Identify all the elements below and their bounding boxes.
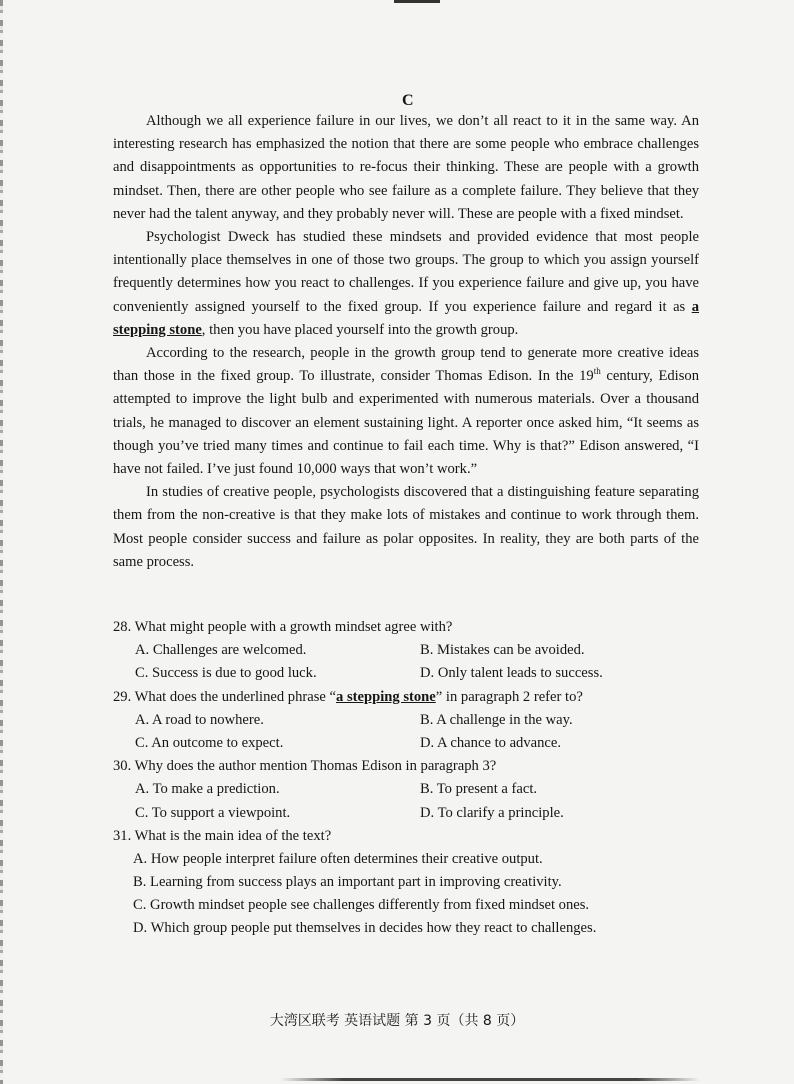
option-a: A. Challenges are welcomed. <box>135 642 307 659</box>
reading-passage <box>113 110 699 574</box>
underlined-phrase: a stepping stone <box>113 298 699 338</box>
question-stem-before: 29. What does the underlined phrase “ <box>113 688 337 705</box>
option-b: B. To present a fact. <box>420 781 538 798</box>
question-29 <box>113 686 699 756</box>
top-mark <box>394 0 440 3</box>
option-d: D. Only talent leads to success. <box>420 665 603 682</box>
question-stem: 31. What is the main idea of the text? <box>113 827 332 844</box>
option-d: D. Which group people put themselves in decides how they react to challenges. <box>133 920 597 937</box>
paragraph-4: In studies of creative people, psychologists discovered that a distinguishing feature separating them from the non-creative is that they make lots of mistakes and continue to work through them. Most people consider success and failure as polar opposites. In reality, they are both parts of the same process. <box>113 484 699 570</box>
paragraph-3 <box>113 342 699 481</box>
question-stem <box>113 686 699 709</box>
option-c: C. To support a viewpoint. <box>135 804 291 821</box>
options <box>113 848 699 941</box>
question-stem: 28. What might people with a growth mindset agree with? <box>113 619 453 635</box>
questions <box>113 616 699 941</box>
option-b: B. A challenge in the way. <box>420 711 573 728</box>
option-d: D. A chance to advance. <box>420 734 562 751</box>
option-a: A. To make a prediction. <box>135 781 280 798</box>
paragraph-2-text-after: , then you have placed yourself into the growth group. <box>201 321 519 338</box>
options <box>113 639 699 685</box>
section-letter: C <box>402 92 414 109</box>
question-30 <box>113 755 699 825</box>
option-d: D. To clarify a principle. <box>420 804 564 821</box>
option-c: C. Success is due to good luck. <box>135 665 317 682</box>
scan-edge <box>0 0 3 1084</box>
options <box>113 778 699 824</box>
option-c: C. An outcome to expect. <box>135 734 284 751</box>
option-a: A. A road to nowhere. <box>135 711 264 728</box>
paragraph-1: Although we all experience failure in our lives, we don’t all react to it in the same way. An interesting research has emphasized the notion that there are some people who embrace challenges and disappointments as opportunities to re-focus their thinking. These are people with a growth mindset. Then, there are other people who see failure as a complete failure. They believe that they never had the talent anyway, and they probably never will. These are people with a fixed mindset. <box>113 113 699 222</box>
bottom-line <box>280 1078 700 1081</box>
question-stem-after: ” in paragraph 2 refer to? <box>435 688 583 705</box>
paragraph-3-text-before: According to the research, people in the growth group tend to generate more creative ideas than those in the fixed group. To illustrate, consider Thomas Edison. In the 19 <box>113 345 699 385</box>
option-c: C. Growth mindset people see challenges differently from fixed mindset ones. <box>133 897 590 914</box>
page-footer: 大湾区联考 英语试题 第 3 页（共 8 页） <box>269 1013 525 1029</box>
paragraph-3-text-after: century, Edison attempted to improve the light bulb and experimented with numerous materials. Over a thousand trials, he managed to discover an element sustaining light. A reporter once asked him, “It seems as though you’ve tried many times and continue to fail each time. Why is that?” Edison answered, “I have not failed. I’ve just found 10,000 ways that won’t work.” <box>113 368 699 478</box>
option-b: B. Mistakes can be avoided. <box>420 642 585 659</box>
paragraph-2 <box>113 226 699 342</box>
underlined-phrase: a stepping stone <box>336 688 436 705</box>
question-28 <box>113 616 699 686</box>
superscript: th <box>593 366 601 377</box>
question-31 <box>113 825 699 941</box>
option-a: A. How people interpret failure often determines their creative output. <box>133 850 543 867</box>
paragraph-2-text-before: Psychologist Dweck has studied these mindsets and provided evidence that most people intentionally place themselves in one of those two groups. The group to which you assign yourself frequently determines how you react to challenges. If you experience failure and give up, you have conveniently assigned yourself to the fixed group. If you experience failure and regard it as <box>113 229 699 315</box>
option-b: B. Learning from success plays an important part in improving creativity. <box>133 874 562 891</box>
question-stem: 30. Why does the author mention Thomas Edison in paragraph 3? <box>113 758 497 775</box>
options <box>113 709 699 755</box>
